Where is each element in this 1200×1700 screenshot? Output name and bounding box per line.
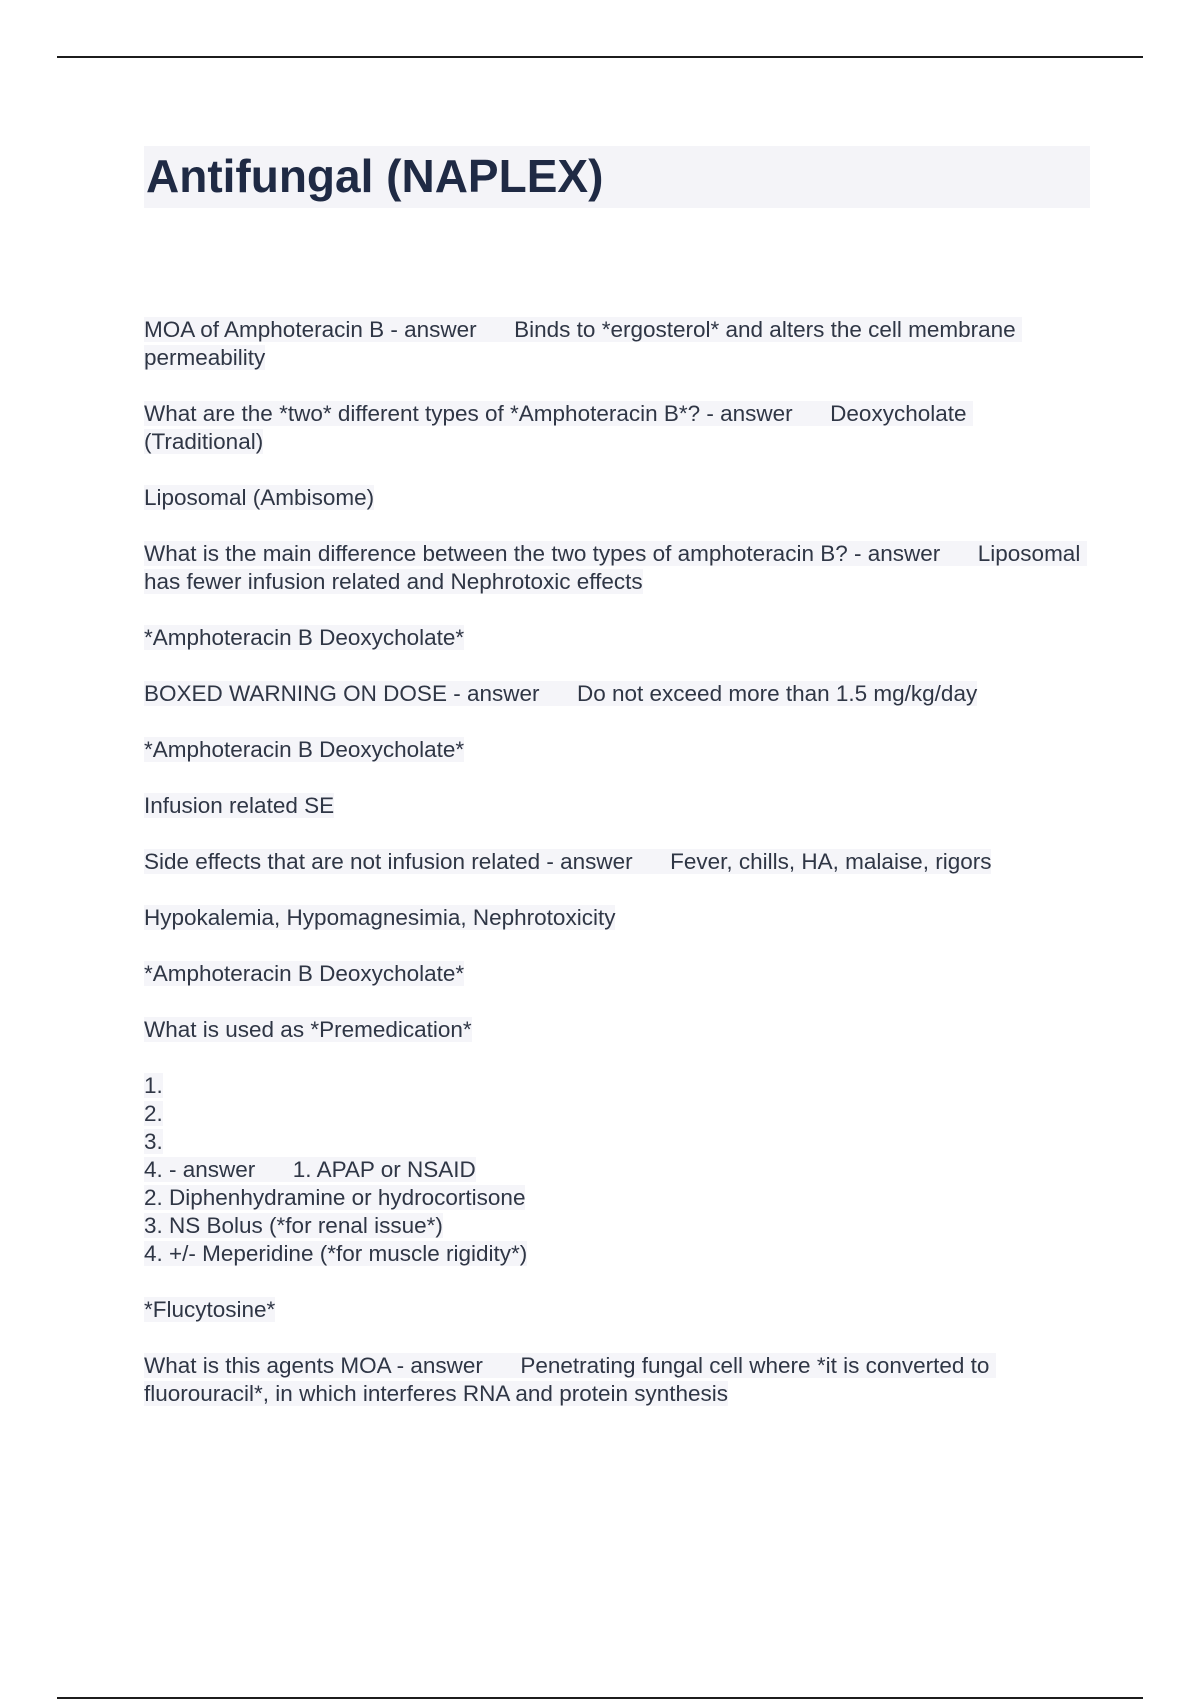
qa-block [144,680,1090,708]
block-text: *Amphoteracin B Deoxycholate* [144,737,465,762]
block-text: *Amphoteracin B Deoxycholate* [144,961,465,986]
block-text: What is used as *Premedication* [144,1017,472,1042]
qa-block [144,540,1090,596]
qa-block [144,1352,1090,1408]
qa-block [144,1296,1090,1324]
qa-block [144,1072,1090,1268]
block-text: *Flucytosine* [144,1297,276,1322]
block-text: Hypokalemia, Hypomagnesimia, Nephrotoxicity [144,905,616,930]
qa-block [144,484,1090,512]
block-text: BOXED WARNING ON DOSE - answer Do not exceed more than 1.5 mg/kg/day [144,681,978,706]
qa-block [144,400,1090,456]
qa-block [144,1016,1090,1044]
header-rule [57,56,1143,58]
block-text: 1. 2. 3. 4. - answer 1. APAP or NSAID 2. Diphenhydramine or hydrocortisone 3. NS Bolus (*for renal issue*) 4. +/- Meperidine (*for muscle rigidity*) [144,1073,528,1266]
block-text: Side effects that are not infusion related - answer Fever, chills, HA, malaise, rigors [144,849,992,874]
footer-rule [57,1697,1143,1699]
qa-block [144,848,1090,876]
qa-block [144,624,1090,652]
block-text: What is the main difference between the two types of amphoteracin B? - answer Liposomal has fewer infusion related and Nephrotoxic effects [144,541,1087,594]
document-body [144,146,1090,1436]
page-title: Antifungal (NAPLEX) [144,146,1090,208]
block-text: What is this agents MOA - answer Penetrating fungal cell where *it is converted to fluorouracil*, in which interferes RNA and protein synthesis [144,1353,996,1406]
block-text: Liposomal (Ambisome) [144,485,375,510]
block-text: Infusion related SE [144,793,335,818]
qa-block [144,792,1090,820]
qa-block [144,736,1090,764]
block-text: What are the *two* different types of *Amphoteracin B*? - answer Deoxycholate (Traditional) [144,401,973,454]
block-text: *Amphoteracin B Deoxycholate* [144,625,465,650]
qa-list [144,316,1090,1408]
qa-block [144,316,1090,372]
block-text: MOA of Amphoteracin B - answer Binds to *ergosterol* and alters the cell membrane permeability [144,317,1022,370]
qa-block [144,960,1090,988]
qa-block [144,904,1090,932]
